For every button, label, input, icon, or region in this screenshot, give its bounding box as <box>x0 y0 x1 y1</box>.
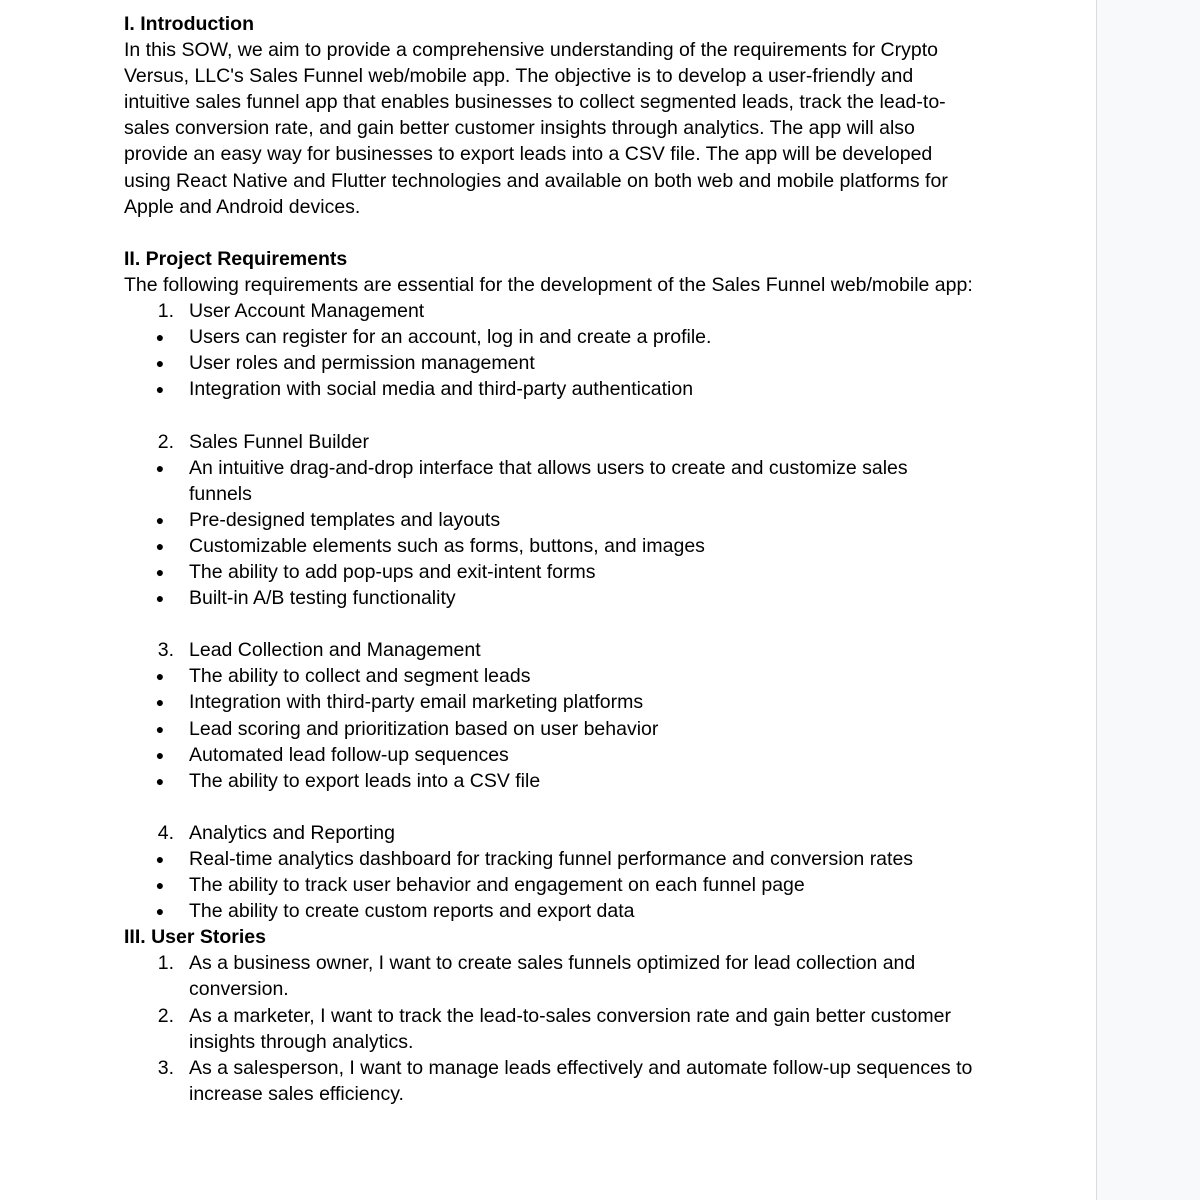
bullet-item <box>124 585 974 611</box>
bullet-item <box>124 376 974 402</box>
requirement-group-title: Analytics and Reporting <box>189 821 395 844</box>
bullet-icon: ● <box>155 511 165 528</box>
bullet-item <box>124 689 974 715</box>
bullet-icon: ● <box>155 877 165 894</box>
requirement-group-title: Lead Collection and Management <box>189 639 481 662</box>
bullet-text: The ability to add pop-ups and exit-intent forms <box>189 560 596 583</box>
bullet-text: The ability to track user behavior and engagement on each funnel page <box>189 874 805 897</box>
user-story-text: As a salesperson, I want to manage leads effectively and automate follow-up sequences to increase sales efficiency. <box>189 1056 973 1105</box>
list-number: 3. <box>157 1056 174 1079</box>
user-story-item <box>124 1055 974 1107</box>
bullet-text: Automated lead follow-up sequences <box>189 743 509 766</box>
bullet-text: Integration with third-party email marketing platforms <box>189 691 644 714</box>
bullet-icon: ● <box>155 772 165 789</box>
bullet-item <box>124 846 974 872</box>
bullet-icon: ● <box>155 720 165 737</box>
bullet-icon: ● <box>155 563 165 580</box>
list-number: 3. <box>157 639 174 662</box>
requirements-intro-paragraph: The following requirements are essential for the development of the Sales Funnel web/mobile app: <box>124 273 973 296</box>
blank-line <box>124 220 974 246</box>
bullet-item <box>124 872 974 898</box>
bullet-text: An intuitive drag-and-drop interface that allows users to create and customize sales funnels <box>189 456 908 505</box>
numbered-item <box>124 298 974 324</box>
bullet-item <box>124 898 974 924</box>
bullet-text: Pre-designed templates and layouts <box>189 508 501 531</box>
blank-line <box>124 794 974 820</box>
document-side-gutter <box>1096 0 1200 1200</box>
bullet-icon: ● <box>155 459 165 476</box>
bullet-text: User roles and permission management <box>189 352 535 375</box>
bullet-icon: ● <box>155 590 165 607</box>
bullet-text: The ability to export leads into a CSV file <box>189 769 541 792</box>
requirement-group-title: User Account Management <box>189 300 425 323</box>
numbered-item <box>124 820 974 846</box>
bullet-item <box>124 663 974 689</box>
list-number: 2. <box>157 1004 174 1027</box>
list-number: 1. <box>157 300 174 323</box>
bullet-item <box>124 716 974 742</box>
section-heading-introduction: I. Introduction <box>124 13 254 35</box>
numbered-item <box>124 429 974 455</box>
bullet-text: Real-time analytics dashboard for tracking funnel performance and conversion rates <box>189 848 914 870</box>
bullet-item <box>124 455 974 507</box>
bullet-item <box>124 559 974 585</box>
bullet-text: The ability to create custom reports and export data <box>189 900 635 923</box>
bullet-icon: ● <box>155 381 165 398</box>
list-number: 4. <box>157 821 174 844</box>
user-story-text: As a marketer, I want to track the lead-to-sales conversion rate and gain better customer insights through analytics. <box>189 1004 951 1053</box>
list-number: 1. <box>157 952 174 975</box>
bullet-text: Built-in A/B testing functionality <box>189 587 456 610</box>
bullet-item <box>124 507 974 533</box>
user-story-item <box>124 1003 974 1055</box>
bullet-text: Customizable elements such as forms, buttons, and images <box>189 534 705 557</box>
blank-line <box>124 402 974 428</box>
bullet-item <box>124 324 974 350</box>
section-heading-project-requirements: II. Project Requirements <box>124 247 348 270</box>
bullet-icon: ● <box>155 329 165 346</box>
list-number: 2. <box>157 430 174 453</box>
bullet-item <box>124 768 974 794</box>
bullet-icon: ● <box>155 903 165 920</box>
blank-line <box>124 611 974 637</box>
document-content <box>124 11 974 1107</box>
section-heading-user-stories: III. User Stories <box>124 926 266 949</box>
bullet-icon: ● <box>155 537 165 554</box>
bullet-icon: ● <box>155 694 165 711</box>
introduction-paragraph: In this SOW, we aim to provide a comprehensive understanding of the requirements for Crypto Versus, LLC's Sales Funnel web/mobile app. The objective is to develop a user-friendly and intuitive sales funnel app that enables businesses to collect segmented leads, track the lead-to-sales conversion rate, and gain better customer insights through analytics. The app will also provide an easy way for businesses to export leads into a CSV file. The app will be developed using React Native and Flutter technologies and available on both web and mobile platforms for Apple and Android devices. <box>124 39 948 218</box>
user-story-text: As a business owner, I want to create sales funnels optimized for lead collection and conversion. <box>189 952 916 1001</box>
bullet-icon: ● <box>155 851 165 867</box>
user-story-item <box>124 950 974 1002</box>
bullet-icon: ● <box>155 355 165 372</box>
bullet-item <box>124 533 974 559</box>
bullet-text: Lead scoring and prioritization based on user behavior <box>189 717 659 740</box>
bullet-text: Integration with social media and third-party authentication <box>189 378 694 401</box>
numbered-item <box>124 637 974 663</box>
bullet-text: The ability to collect and segment leads <box>189 665 531 688</box>
bullet-item <box>124 350 974 376</box>
requirement-group-title: Sales Funnel Builder <box>189 430 369 453</box>
bullet-icon: ● <box>155 668 165 685</box>
bullet-icon: ● <box>155 746 165 763</box>
bullet-item <box>124 742 974 768</box>
bullet-text: Users can register for an account, log in and create a profile. <box>189 326 712 349</box>
